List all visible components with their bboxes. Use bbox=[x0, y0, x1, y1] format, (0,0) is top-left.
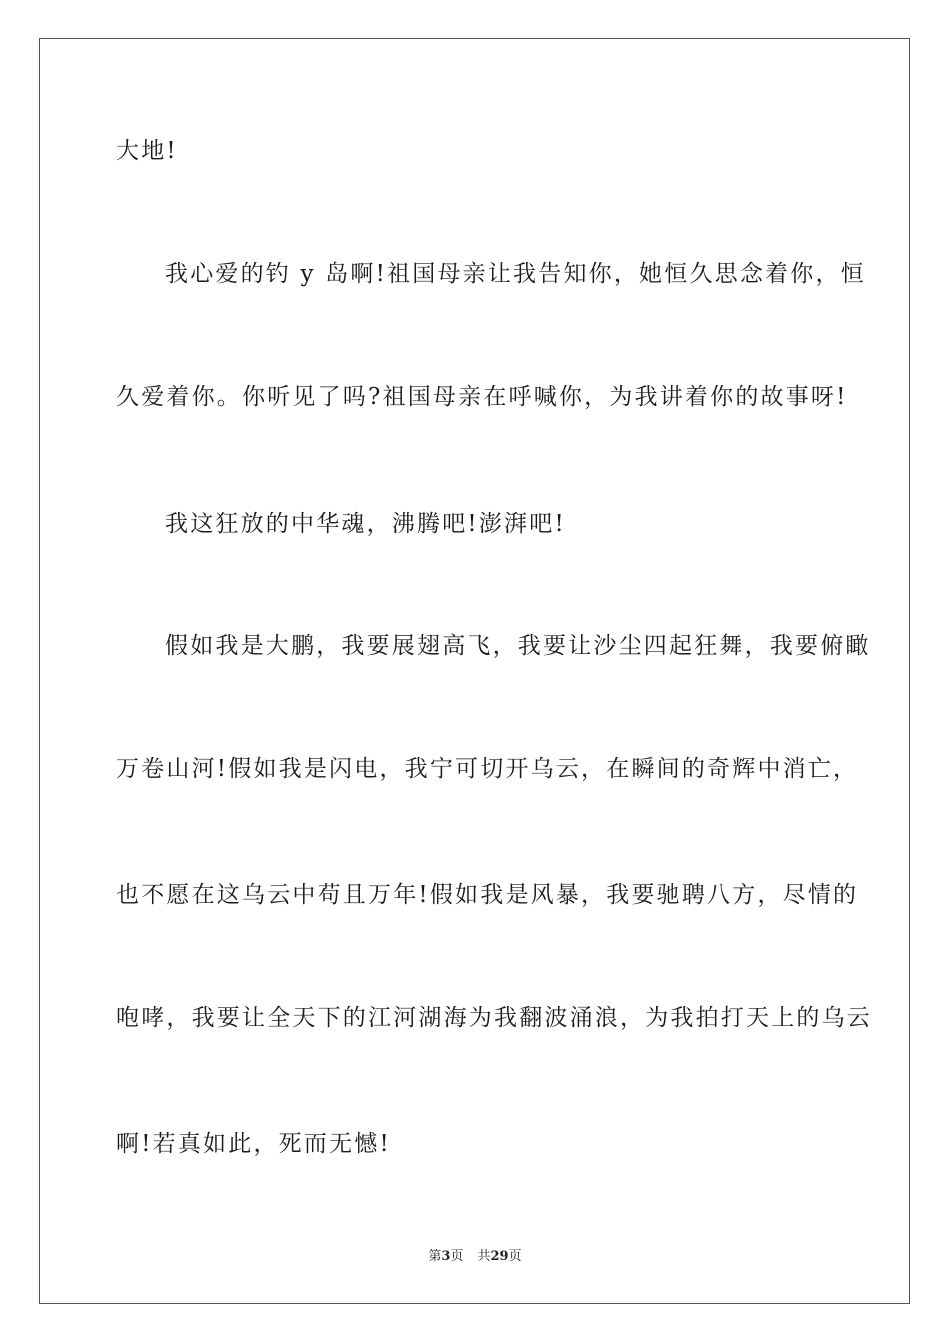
page-indicator: 第3页 bbox=[428, 1249, 464, 1264]
paragraph-line: 万卷山河!假如我是闪电，我宁可切开乌云，在瞬间的奇辉中消亡， bbox=[116, 756, 859, 782]
total-page-number: 29 bbox=[490, 1249, 509, 1264]
paragraph-line: 咆哮，我要让全天下的江河湖海为我翻波涌浪，为我拍打天上的乌云 bbox=[116, 1005, 872, 1031]
page-border bbox=[39, 38, 910, 1304]
paragraph-line: 大地! bbox=[116, 138, 178, 164]
paragraph-line: 啊!若真如此，死而无憾! bbox=[116, 1131, 391, 1157]
current-page-number: 3 bbox=[441, 1249, 451, 1264]
total-pages-indicator: 共29页 bbox=[477, 1249, 522, 1264]
paragraph-line: 也不愿在这乌云中苟且万年!假如我是风暴，我要驰聘八方，尽情的 bbox=[116, 882, 859, 908]
page-footer bbox=[0, 1248, 950, 1266]
paragraph-line: 我心爱的钓 y 岛啊!祖国母亲让我告知你，她恒久思念着你，恒 bbox=[165, 261, 866, 287]
paragraph-line: 我这狂放的中华魂，沸腾吧!澎湃吧! bbox=[165, 511, 566, 537]
paragraph-line: 久爱着你。你听见了吗?祖国母亲在呼喊你，为我讲着你的故事呀! bbox=[116, 384, 848, 410]
paragraph-line: 假如我是大鹏，我要展翅高飞，我要让沙尘四起狂舞，我要俯瞰 bbox=[165, 633, 871, 659]
